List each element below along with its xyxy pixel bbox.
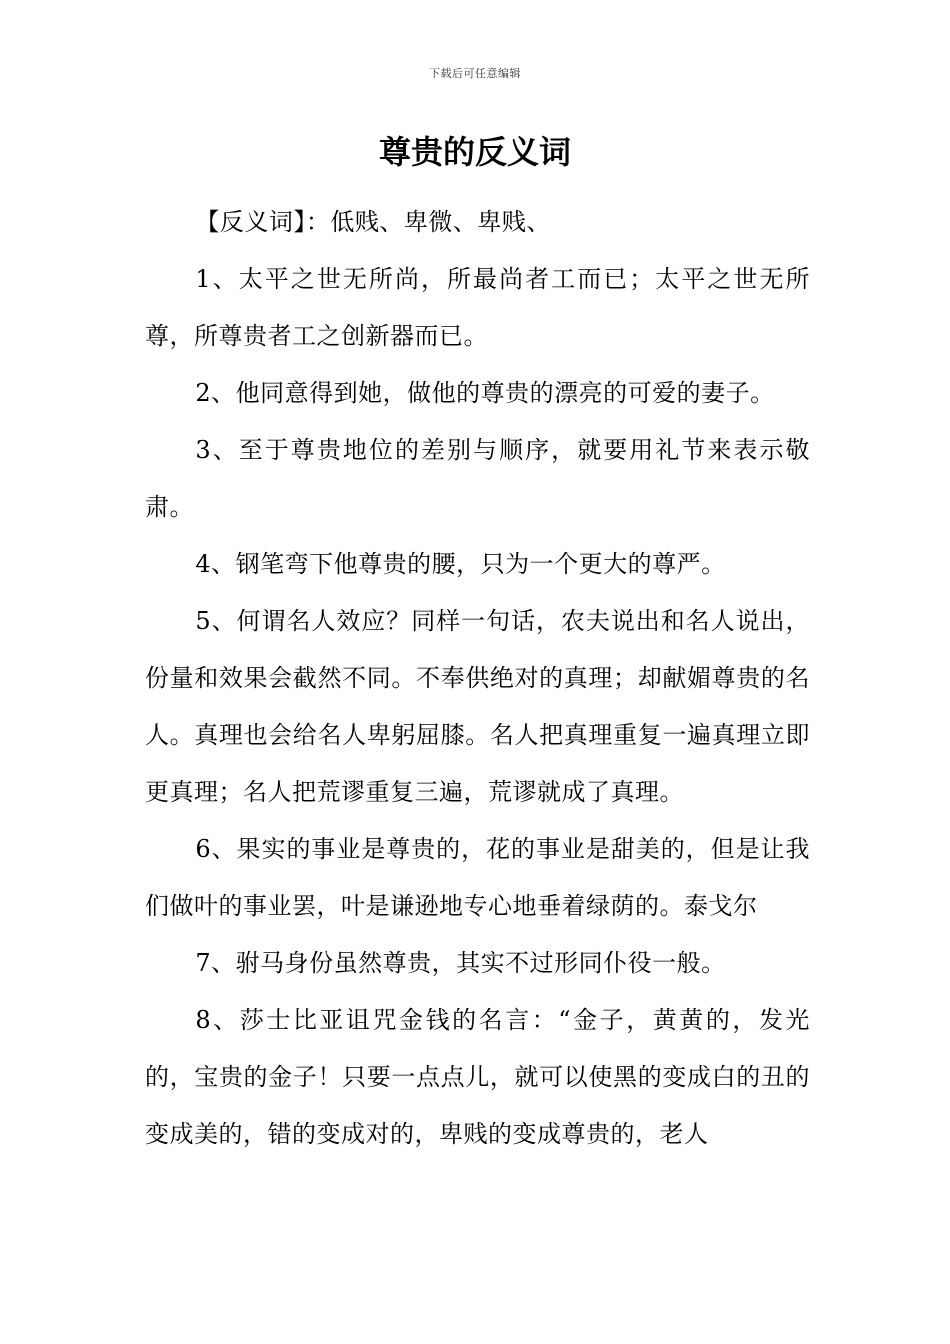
paragraph-6: 6、果实的事业是尊贵的，花的事业是甜美的，但是让我们做叶的事业罢，叶是谦逊地专心地垂着绿荫的。泰戈尔	[145, 835, 810, 920]
paragraph-5: 5、何谓名人效应？同样一句话，农夫说出和名人说出，份量和效果会截然不同。不奉供绝对的真理；却献媚尊贵的名人。真理也会给名人卑躬屈膝。名人把真理重复一遍真理立即更真理；名人把荒谬重复三遍，荒谬就成了真理。	[145, 607, 810, 806]
document-title: 尊贵的反义词	[378, 133, 571, 171]
paragraph-2: 2、他同意得到她，做他的尊贵的漂亮的可爱的妻子。	[195, 379, 775, 407]
paragraph-7: 7、驸马身份虽然尊贵，其实不过形同仆役一般。	[195, 949, 726, 977]
paragraph-4: 4、钢笔弯下他尊贵的腰，只为一个更大的尊严。	[195, 550, 726, 578]
header-note: 下载后可任意编辑	[429, 67, 521, 80]
paragraph-3: 3、至于尊贵地位的差别与顺序，就要用礼节来表示敬肃。	[145, 436, 810, 521]
paragraph-1: 1、太平之世无所尚，所最尚者工而已；太平之世无所尊，所尊贵者工之创新器而已。	[145, 265, 810, 350]
paragraph-8: 8、莎士比亚诅咒金钱的名言：“金子，黄黄的，发光的，宝贵的金子！只要一点点儿，就可以使黑的变成白的丑的变成美的，错的变成对的，卑贱的变成尊贵的，老人	[145, 1006, 810, 1148]
paragraph-antonyms: 【反义词】：低贱、卑微、卑贱、	[195, 208, 551, 236]
document-body	[145, 194, 810, 1163]
